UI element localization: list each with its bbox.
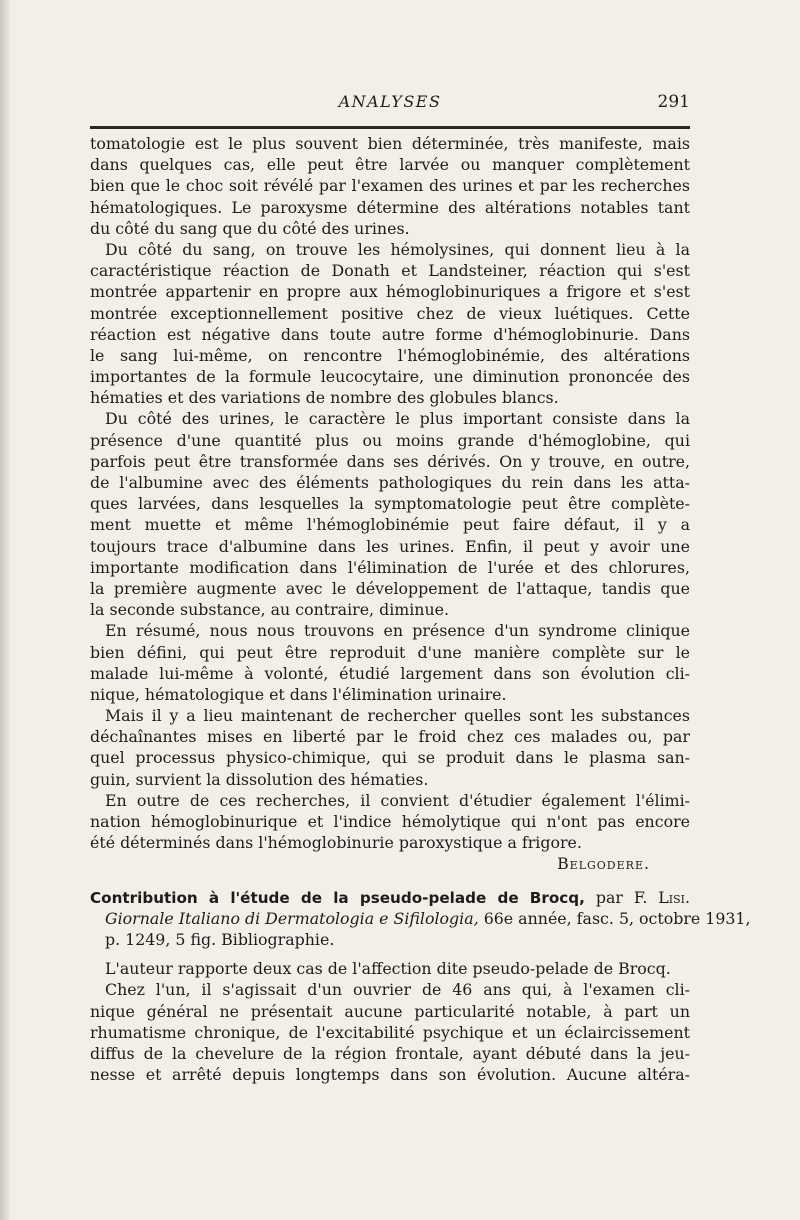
text-line: Chez l'un, il s'agissait d'un ouvrier de 46 ans qui, à l'examen cli- (105, 980, 690, 1000)
text-line: le sang lui-même, on rencontre l'hémoglobinémie, des altérations (90, 345, 690, 365)
author-signature: Belgodere. (557, 854, 650, 874)
text-line: nation hémoglobinurique et l'indice hémolytique qui n'ont pas encore (90, 812, 690, 831)
spacer (90, 950, 690, 958)
entry-par: par (595, 887, 623, 907)
page-body (90, 133, 751, 1085)
text-line: guin, survient la dissolution des hématies. (90, 769, 429, 789)
text-line: quel processus physico-chimique, qui se produit dans le plasma san- (90, 748, 690, 768)
page-number: 291 (657, 92, 690, 112)
text-line: En outre de ces recherches, il convient d'étudier également l'élimi- (105, 790, 690, 810)
text-line: déchaînantes mises en liberté par le froid chez ces malades ou, par (90, 727, 690, 747)
entry-details: 66e année, fasc. 5, octobre 1931, (483, 908, 751, 928)
text-line: ques larvées, dans lesquelles la symptomatologie peut être complète- (90, 494, 690, 514)
paragraph (90, 239, 690, 409)
header-rule (90, 126, 690, 129)
text-line: parfois peut être transformée dans ses dérivés. On y trouve, en outre, (90, 451, 690, 471)
text-line: été déterminés dans l'hémoglobinurie paroxystique a frigore. (90, 833, 582, 853)
text-line: tomatologie est le plus souvent bien déterminée, très manifeste, mais (90, 134, 690, 153)
entry-line (90, 908, 751, 929)
entry-line (90, 887, 690, 908)
text-line: la première augmente avec le développement de l'attaque, tandis que (90, 578, 690, 598)
text-line: ment muette et même l'hémoglobinémie peut faire défaut, il y a (90, 515, 690, 535)
text-line: importantes de la formule leucocytaire, une diminution prononcée des (90, 367, 690, 387)
text-line: nique, hématologique et dans l'élimination urinaire. (90, 684, 507, 704)
text-line: montrée appartenir en propre aux hémoglobinuriques a frigore et s'est (90, 282, 690, 302)
text-line: rhumatisme chronique, de l'excitabilité psychique et un éclaircissement (90, 1022, 690, 1042)
paragraph (90, 705, 690, 790)
text-line: importante modification dans l'élimination de l'urée et des chlorures, (90, 557, 690, 577)
paragraph (90, 958, 690, 979)
text-line: présence d'une quantité plus ou moins grande d'hémoglobine, qui (90, 430, 690, 450)
text-line: dans quelques cas, elle peut être larvée ou manquer complètement (90, 155, 690, 175)
bibliographic-entry (90, 887, 751, 951)
running-title: ANALYSES (338, 92, 442, 111)
text-line: hématies et des variations de nombre des globules blancs. (90, 388, 559, 408)
entry-title: Contribution à l'étude de la pseudo-pelade de Brocq, (90, 888, 585, 907)
text-line: bien que le choc soit révélé par l'examen des urines et par les recherches (90, 176, 690, 196)
text-line: toujours trace d'albumine dans les urines. Enfin, il peut y avoir une (90, 536, 690, 556)
paragraph (90, 979, 690, 1085)
text-line: L'auteur rapporte deux cas de l'affection dite pseudo-pelade de Brocq. (105, 959, 671, 979)
text-line: Mais il y a lieu maintenant de rechercher quelles sont les substances (105, 706, 690, 726)
text-line: Du côté du sang, on trouve les hémolysines, qui donnent lieu à la (105, 239, 690, 259)
text-line: nique général ne présentait aucune particularité notable, à part un (90, 1001, 690, 1021)
text-line: Du côté des urines, le caractère le plus important consiste dans la (105, 409, 690, 429)
paragraph (90, 620, 690, 705)
page-edge (0, 0, 10, 1220)
paragraph (90, 133, 690, 239)
entry-details-line: p. 1249, 5 fig. Bibliographie. (105, 929, 335, 949)
text-line: nesse et arrêté depuis longtemps dans son évolution. Aucune altéra- (90, 1065, 690, 1085)
text-line: En résumé, nous nous trouvons en présence d'un syndrome clinique (105, 621, 690, 641)
text-line: caractéristique réaction de Donath et Landsteiner, réaction qui s'est (90, 261, 690, 281)
text-line: la seconde substance, au contraire, diminue. (90, 600, 450, 620)
text-line: bien défini, qui peut être reproduit d'une manière complète sur le (90, 642, 690, 662)
text-line: hématologiques. Le paroxysme détermine des altérations notables tant (90, 197, 690, 217)
text-line: diffus de la chevelure de la région frontale, ayant débuté dans la jeu- (90, 1043, 690, 1063)
text-line: du côté du sang que du côté des urines. (90, 218, 410, 238)
paragraph (90, 790, 690, 854)
paragraph (90, 408, 690, 620)
page-header (90, 92, 690, 118)
entry-journal: Giornale Italiano di Dermatologia e Sifilologia, (105, 908, 479, 928)
text-line: réaction est négative dans toute autre forme d'hémoglobinurie. Dans (90, 324, 690, 344)
text-line: malade lui-même à volonté, étudié largement dans son évolution cli- (90, 663, 690, 683)
entry-author: F. Lisi. (633, 887, 691, 907)
spacer (90, 875, 690, 887)
text-line: montrée exceptionnellement positive chez de vieux luétiques. Cette (90, 303, 690, 323)
text-line: de l'albumine avec des éléments pathologiques du rein dans les atta- (90, 473, 690, 492)
